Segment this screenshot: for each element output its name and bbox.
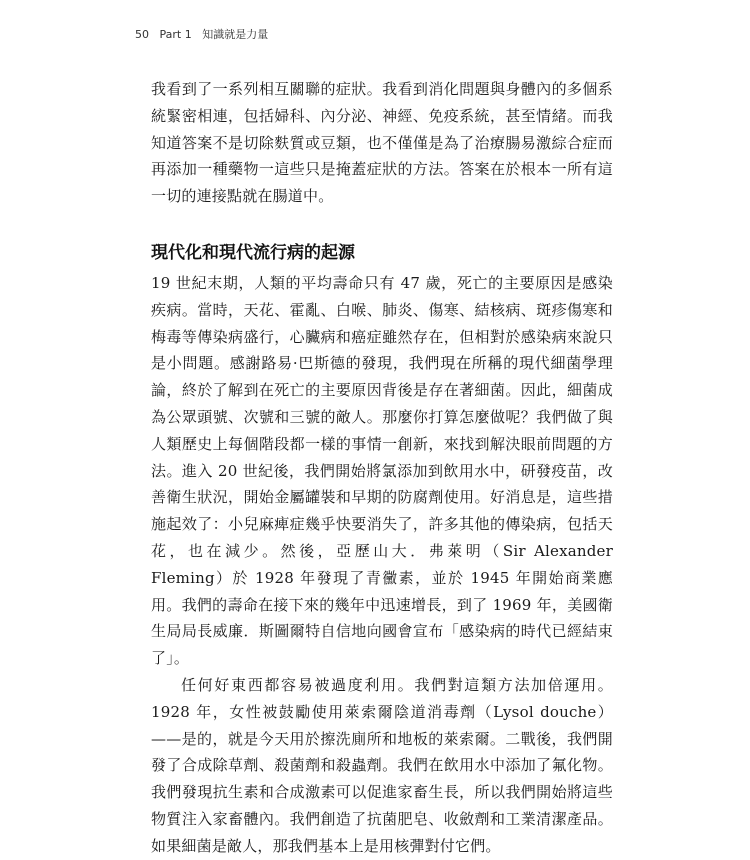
part-label: Part 1: [159, 28, 192, 41]
running-header: [135, 26, 275, 42]
chapter-title: 知識就是力量: [202, 28, 269, 41]
intro-paragraph: 我看到了一系列相互關聯的症狀。我看到消化問題與身體內的多個系統緊密相連，包括婦科、內分泌、神經、免疫系統，甚至情緒。而我知道答案不是切除麩質或豆類，也不僅僅是為了治療腸易激綜合症而再添加一種藥物一這些只是掩蓋症狀的方法。答案在於根本一所有這一切的連接點就在腸道中。: [151, 80, 613, 206]
page-body: [151, 76, 613, 860]
section-heading: 現代化和現代流行病的起源: [151, 242, 355, 263]
section-paragraph-1: 19 世紀末期，人類的平均壽命只有 47 歲，死亡的主要原因是感染疾病。當時，天花、霍亂、白喉、肺炎、傷寒、結核病、斑疹傷寒和梅毒等傳染病盛行，心臟病和癌症雖然存在，但相對於感染病來說只是小問題。感謝路易·巴斯德的發現，我們現在所稱的現代細菌學理論，終於了解到在死亡的主要原因背後是存在著細菌。因此，細菌成為公眾頭號、次號和三號的敵人。那麼你打算怎麼做呢？我們做了與人類歷史上每個階段都一樣的事情一創新，來找到解決眼前問題的方法。進入 20 世紀後，我們開始將氯添加到飲用水中，研發疫苗，改善衛生狀況，開始金屬罐裝和早期的防腐劑使用。好消息是，這些措施起效了：小兒麻痺症幾乎快要消失了，許多其他的傳染病，包括天花，也在減少。然後，亞歷山大．弗萊明（Sir Alexander Fleming）於 1928 年發現了青黴素，並於 1945 年開始商業應用。我們的壽命在接下來的幾年中迅速增長，到了 1969 年，美國衛生局局長威廉．斯圖爾特自信地向國會宣布「感染病的時代已經結束了」。: [151, 273, 613, 668]
page-number: 50: [135, 28, 149, 41]
section-paragraph-2: 任何好東西都容易被過度利用。我們對這類方法加倍運用。1928 年，女性被鼓勵使用萊索爾陰道消毒劑（Lysol douche）——是的，就是今天用於擦洗廁所和地板的萊索爾。二戰後，我們開發了合成除草劑、殺菌劑和殺蟲劑。我們在飲用水中添加了氟化物。我們發現抗生素和合成激素可以促進家畜生長，所以我們開始將這些物質注入家畜體內。我們創造了抗菌肥皂、收斂劑和工業清潔產品。如果細菌是敵人，那我們基本上是用核彈對付它們。: [151, 675, 613, 855]
